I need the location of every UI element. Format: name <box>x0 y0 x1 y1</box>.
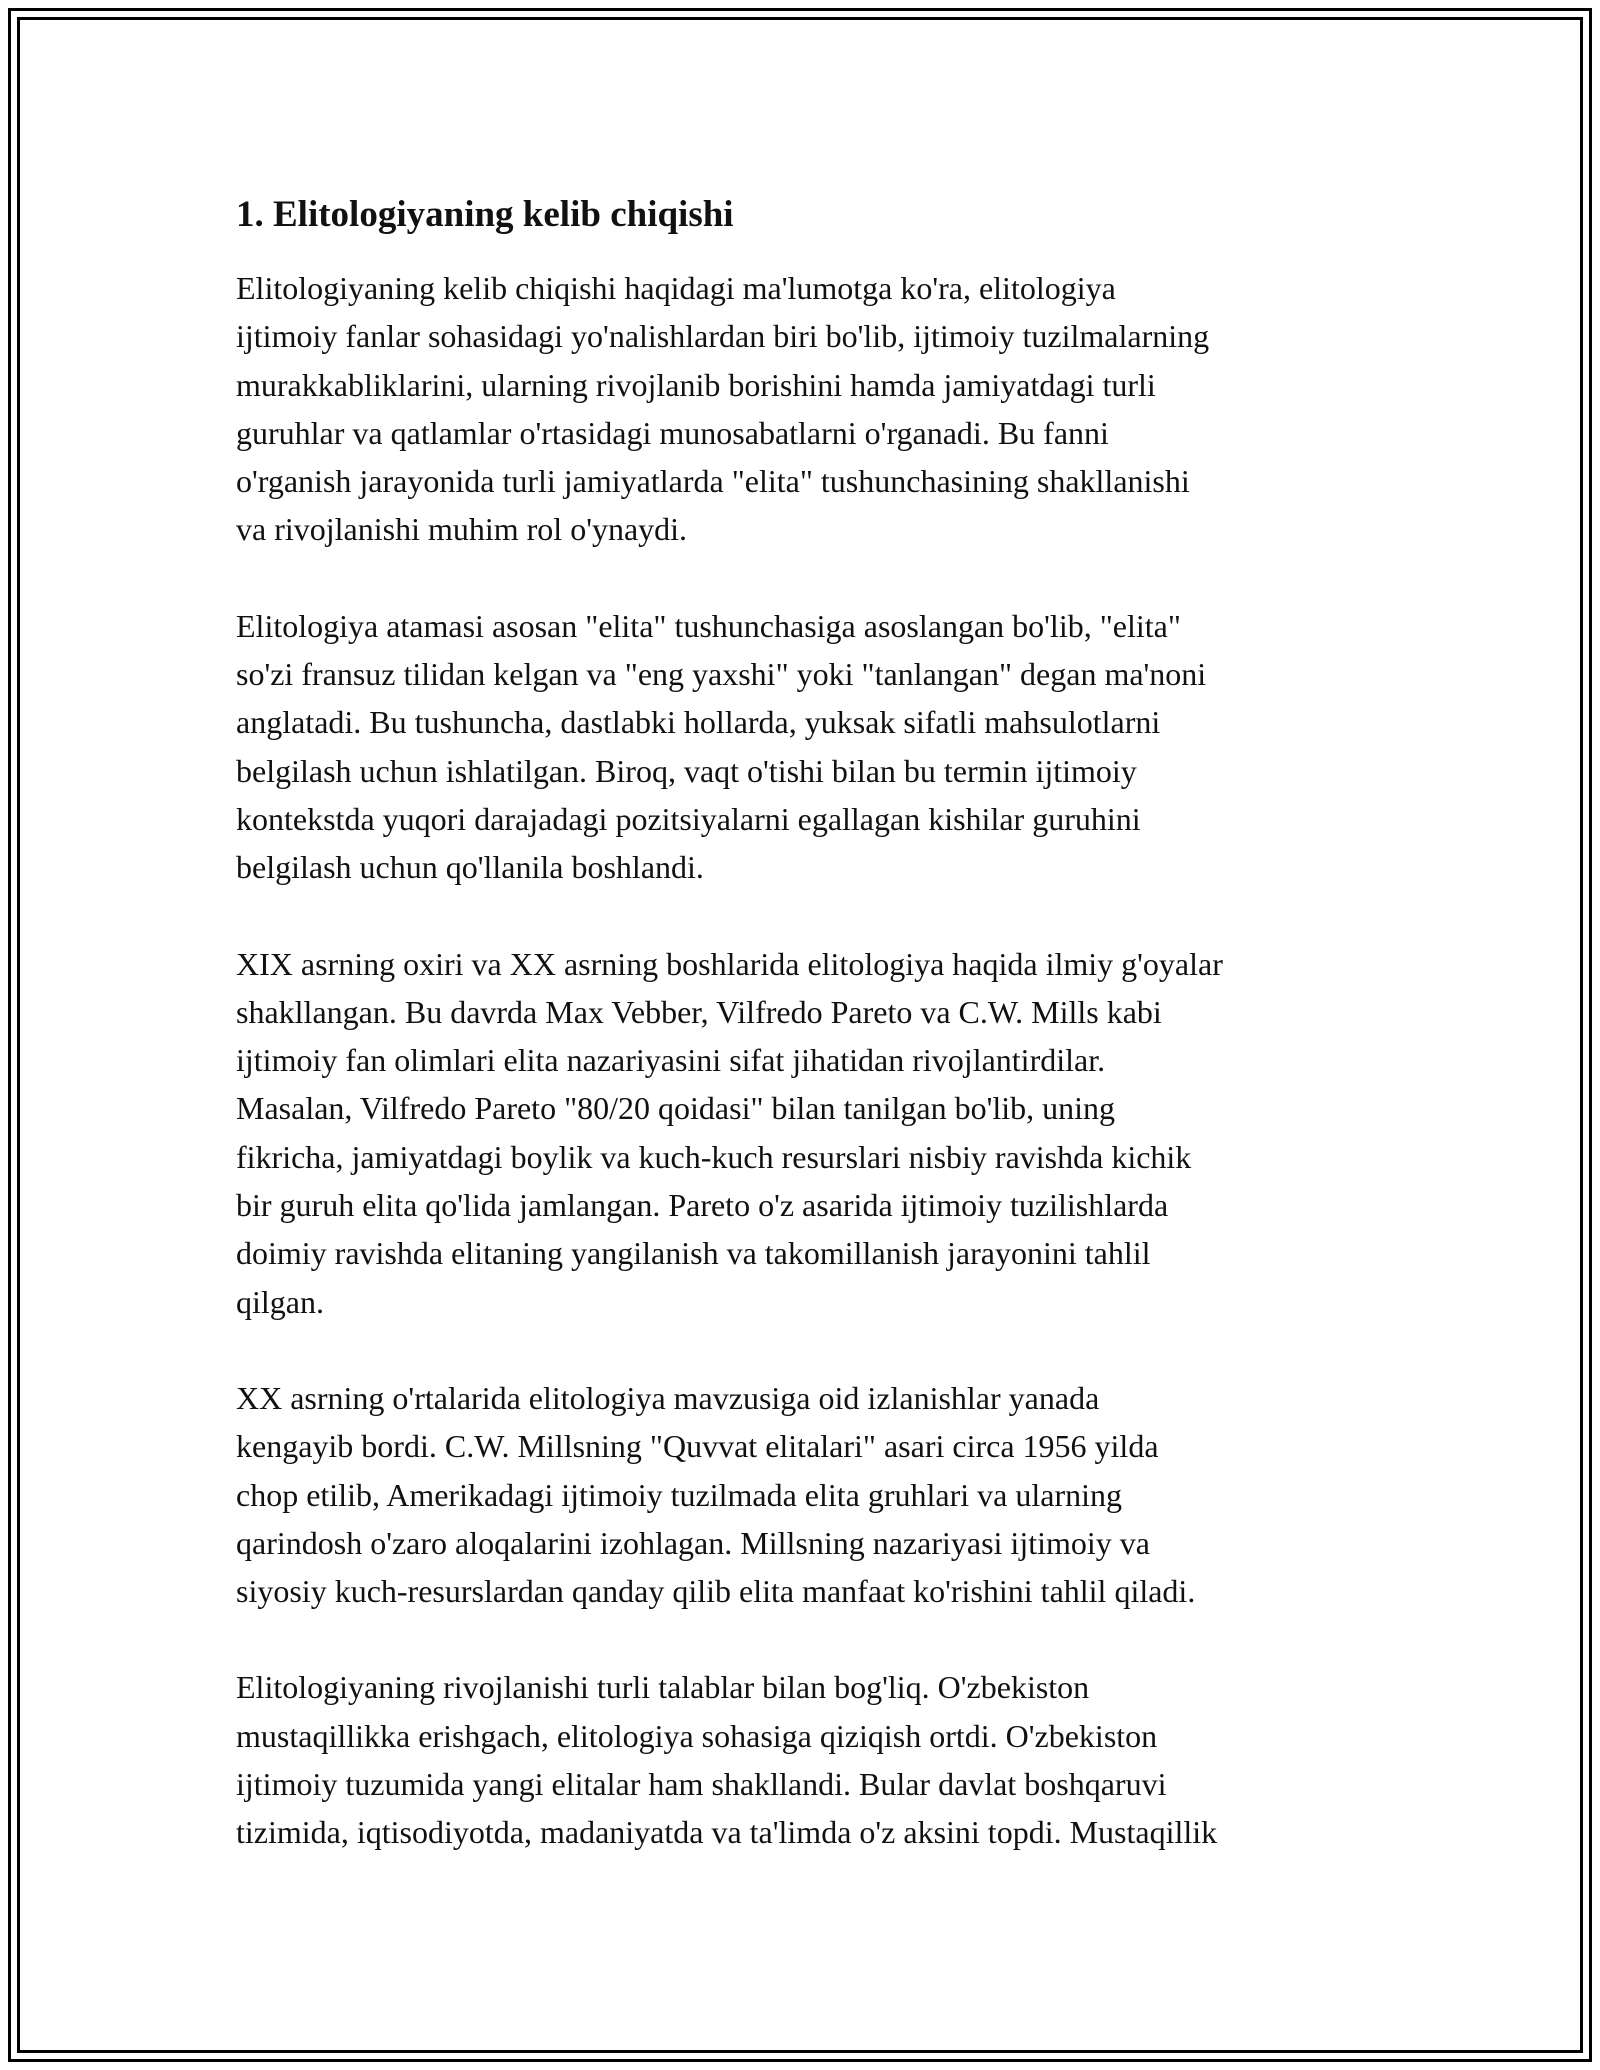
paragraph-uzbekistan-development: Elitologiyaning rivojlanishi turli talablar bilan bog'liq. O'zbekiston mustaqillikka erishgach, elitologiya sohasiga qiziqish ortdi. O'zbekiston ijtimoiy tuzumida yangi elitalar ham shakllandi. Bular davlat boshqaruvi tizimida, iqtisodiyotda, madaniyatda va ta'limda o'z aksini topdi. Mustaqillik <box>236 1669 1218 1851</box>
paragraph-classical-theorists: XIX asrning oxiri va XX asrning boshlarida elitologiya haqida ilmiy g'oyalar shakllangan. Bu davrda Max Vebber, Vilfredo Pareto va C.W. Mills kabi ijtimoiy fan olimlari elita nazariyasini sifat jihatidan rivojlantirdilar. Masalan, Vilfredo Pareto "80/20 qoidasi" bilan tanilgan bo'lib, uning fikricha, jamiyatdagi boylik va kuch-kuch resurslari nisbiy ravishda kichik bir guruh elita qo'lida jamlangan. Pareto o'z asarida ijtimoiy tuzilishlarda doimiy ravishda elitaning yangilanish va takomillanish jarayonini tahlil qilgan. <box>236 945 1223 1320</box>
section-heading: 1. Elitologiyaning kelib chiqishi <box>236 194 734 235</box>
paragraph-mid-century-research: XX asrning o'rtalarida elitologiya mavzusiga oid izlanishlar yanada kengayib bordi. C.W. Millsning "Quvvat elitalari" asari circa 1956 yilda chop etilib, Amerikadagi ijtimoiy tuzilmada elita gruhlari va ularning qarindosh o'zaro aloqalarini izohlagan. Millsning nazariyasi ijtimoiy va siyosiy kuch-resurslardan qanday qilib elita manfaat ko'rishini tahlil qiladi. <box>236 1379 1196 1610</box>
paragraph-origin: Elitologiyaning kelib chiqishi haqidagi ma'lumotga ko'ra, elitologiya ijtimoiy fanlar sohasidagi yo'nalishlardan biri bo'lib, ijtimoiy tuzilmalarning murakkabliklarini, ularning rivojlanib borishini hamda jamiyatdagi turli guruhlar va qatlamlar o'rtasidagi munosabatlarni o'rganadi. Bu fanni o'rganish jarayonida turli jamiyatlarda "elita" tushunchasining shakllanishi va rivojlanishi muhim rol o'ynaydi. <box>236 270 1210 548</box>
paragraph-term-etymology: Elitologiya atamasi asosan "elita" tushunchasiga asoslangan bo'lib, "elita" so'zi fransuz tilidan kelgan va "eng yaxshi" yoki "tanlangan" degan ma'noni anglatadi. Bu tushuncha, dastlabki hollarda, yuksak sifatli mahsulotlarni belgilash uchun ishlatilgan. Biroq, vaqt o'tishi bilan bu termin ijtimoiy kontekstda yuqori darajadagi pozitsiyalarni egallagan kishilar guruhini belgilash uchun qo'llanila boshlandi. <box>236 607 1207 886</box>
document-body <box>236 192 1376 1905</box>
